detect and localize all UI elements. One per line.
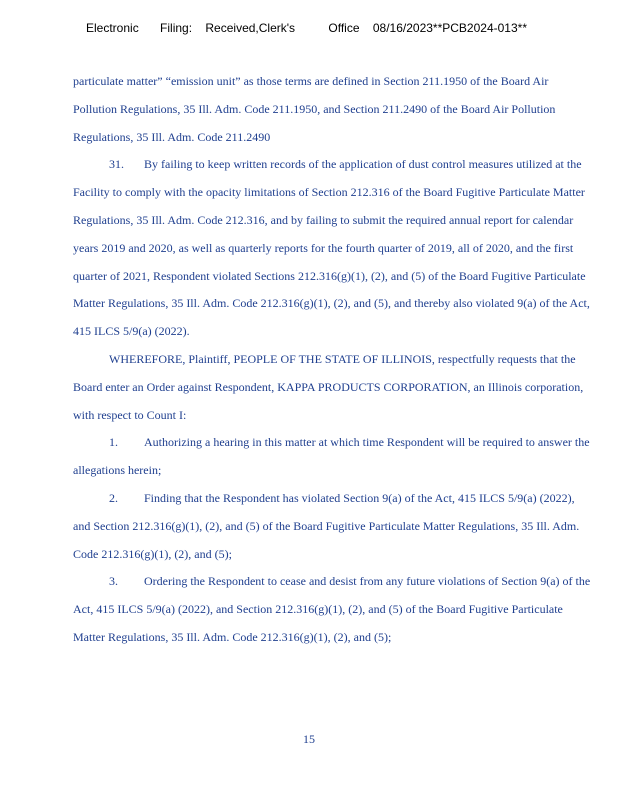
item-text: Finding that the Respondent has violated Section 9(a) of the Act, 415 ILCS 5/9(a) (2022), and Section 212.316(g)(1), (2), and (5) of the Board Fugitive Particulate Matter Regulations, 35 Ill. Adm. Code 212.316(g)(1), (2), and (5);	[73, 490, 580, 561]
header-electronic: Electronic	[86, 21, 139, 35]
paragraph-number: 31.	[109, 157, 124, 172]
paragraph-continued: particulate matter” “emission unit” as those terms are defined in Section 211.1950 of the Board Air Pollution Regulations, 35 Ill. Adm. Code 211.1950, and Section 211.2490 of the Board Air Pollution Regulations, 35 Ill. Adm. Code 211.2490	[73, 74, 556, 144]
item-number: 3.	[109, 574, 118, 589]
item-text: Ordering the Respondent to cease and desist from any future violations of Section 9(a) of the Act, 415 ILCS 5/9(a) (2022), and Section 212.316(g)(1), (2), and (5) of the Board Fugitive Particulate Matter Regulations, 35 Ill. Adm. Code 212.316(g)(1), (2), and (5);	[73, 574, 591, 644]
relief-item-2	[73, 485, 593, 568]
header-received: Received,Clerk's	[205, 21, 296, 35]
filing-header	[86, 21, 527, 35]
wherefore-paragraph: WHEREFORE, Plaintiff, PEOPLE OF THE STATE OF ILLINOIS, respectfully requests that the Board enter an Order against Respondent, KAPPA PRODUCTS CORPORATION, an Illinois corporation, with respect to Count I:	[73, 351, 584, 422]
relief-item-1	[73, 429, 593, 485]
paragraph-text: By failing to keep written records of the application of dust control measures utilized at the Facility to comply with the opacity limitations of Section 212.316 of the Board Fugitive Particulate Matter Regulations, 35 Ill. Adm. Code 212.316, and by failing to submit the required annual report for calendar years 2019 and 2020, as well as quarterly reports for the fourth quarter of 2019, all of 2020, and the first quarter of 2021, Respondent violated Sections 212.316(g)(1), (2), and (5) of the Board Fugitive Particulate Matter Regulations, 35 Ill. Adm. Code 212.316(g)(1), (2), and (5), and thereby also violated 9(a) of the Act, 415 ILCS 5/9(a) (2022).	[73, 157, 590, 339]
item-text: Authorizing a hearing in this matter at which time Respondent will be required to answer the allegations herein;	[73, 435, 590, 478]
paragraph-31	[73, 151, 593, 346]
page-number: 15	[303, 732, 315, 746]
item-number: 2.	[109, 490, 118, 505]
header-filing: Filing:	[160, 21, 193, 35]
header-date-case: 08/16/2023**PCB2024-013**	[372, 21, 527, 35]
header-office: Office	[328, 21, 360, 35]
item-number: 1.	[109, 435, 118, 450]
document-body	[73, 68, 593, 652]
relief-item-3	[73, 568, 593, 651]
